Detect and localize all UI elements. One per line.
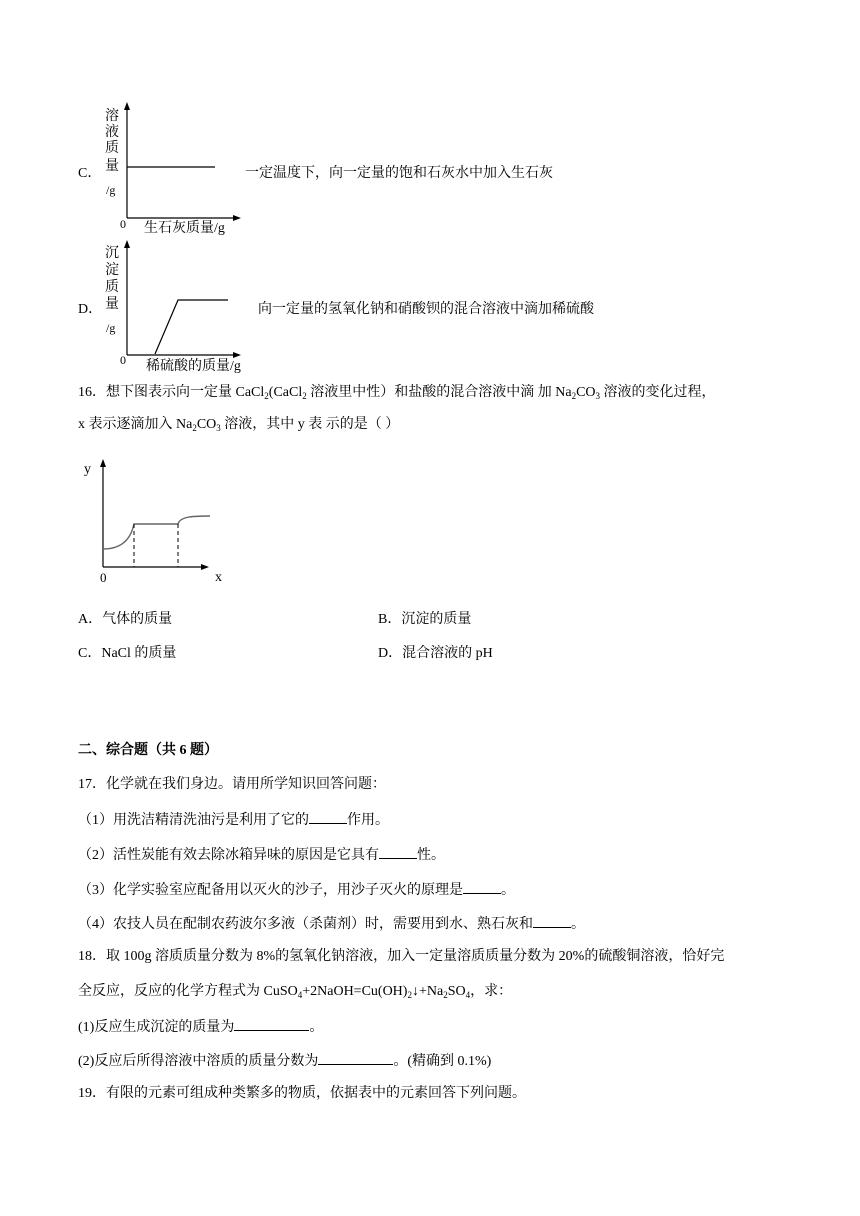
graph-d-ylabel-5: /g (106, 321, 116, 335)
graph-q16 (80, 455, 240, 590)
option-d-letter: D． (78, 302, 103, 317)
graph-c-xlabel: 生石灰质量/g (144, 221, 225, 236)
q17-part-2: （2）活性炭能有效去除冰箱异味的原因是它具有 性。 (78, 844, 445, 866)
graph-c-ylabel-2: 液 (105, 125, 119, 140)
graph-c-ylabel-5: /g (106, 183, 116, 197)
option-c-letter: C． (78, 166, 102, 181)
q17-part-4: （4）农技人员在配制农药波尔多液（杀菌剂）时，需要用到水、熟石灰和 。 (78, 913, 585, 935)
graph-d-origin: 0 (120, 353, 126, 367)
section-title: 二、综合题（共 6 题） (78, 743, 218, 758)
graph-d-ylabel-1: 沉 (105, 246, 119, 261)
graph-c-origin: 0 (120, 217, 126, 231)
q18-line-2: 全反应，反应的化学方程式为 $CuSO_4+2NaOH=Cu(OH)_2↓+Na_2SO_4$，求： (78, 984, 513, 1000)
graph-c (100, 100, 250, 240)
answer-blank (379, 844, 417, 859)
graph-d-ylabel-4: 量 (105, 297, 119, 312)
q17-part-1: （1）用洗洁精清洗油污是利用了它的 作用。 (78, 809, 389, 831)
q16-line-1: 16．想下图表示向一定量 CaCl$_2$(CaCl$_2$ 溶液里中性）和盐酸的混合溶液中滴 加 $Na_2CO_3$ 溶液的变化过程， (78, 385, 716, 401)
graph-c-ylabel-1: 溶 (105, 109, 119, 124)
q17-part-3: （3）化学实验室应配备用以灭火的沙子，用沙子灭火的原理是 。 (78, 879, 515, 901)
graph-d-ylabel-3: 质 (105, 280, 119, 295)
q18-line-1: 18．取 100g 溶质质量分数为 8%的氢氧化钠溶液，加入一定量溶质质量分数为 20%的硫酸铜溶液，恰好完 (78, 949, 725, 964)
graph-q16-origin: 0 (100, 570, 107, 585)
graph-d-xlabel: 稀硫酸的质量/g (146, 359, 241, 374)
option-c-text: 一定温度下，向一定量的饱和石灰水中加入生石灰 (245, 166, 553, 181)
graph-d (100, 238, 260, 378)
q18-part-2: (2)反应后所得溶液中溶质的质量分数为 。(精确到 0.1%) (78, 1050, 491, 1072)
option-d-text: 向一定量的氢氧化钠和硝酸钡的混合溶液中滴加稀硫酸 (258, 302, 594, 317)
graph-d-ylabel-2: 淀 (105, 263, 119, 278)
graph-c-ylabel-3: 质 (105, 141, 119, 156)
answer-blank (309, 809, 347, 824)
q18-part-1: (1)反应生成沉淀的质量为 。 (78, 1016, 323, 1038)
answer-blank (318, 1050, 393, 1065)
q17-stem: 17．化学就在我们身边。请用所学知识回答问题： (78, 777, 386, 792)
answer-blank (533, 913, 571, 928)
graph-q16-y-label: y (84, 462, 91, 477)
q16-line-2: x 表示逐滴加入 $Na_2CO_3$ 溶液，其中 y 表 示的是（ ） (78, 417, 400, 433)
q16-option-a: A．气体的质量 (78, 612, 173, 627)
q16-option-c: C．NaCl 的质量 (78, 646, 177, 661)
answer-blank (463, 879, 501, 894)
q16-option-b: B．沉淀的质量 (378, 612, 472, 627)
graph-q16-x-label: x (215, 570, 222, 585)
q19-stem: 19．有限的元素可组成种类繁多的物质，依据表中的元素回答下列问题。 (78, 1086, 526, 1101)
q16-option-d: D．混合溶液的 pH (378, 646, 493, 661)
graph-c-ylabel-4: 量 (105, 159, 119, 174)
answer-blank (234, 1016, 309, 1031)
